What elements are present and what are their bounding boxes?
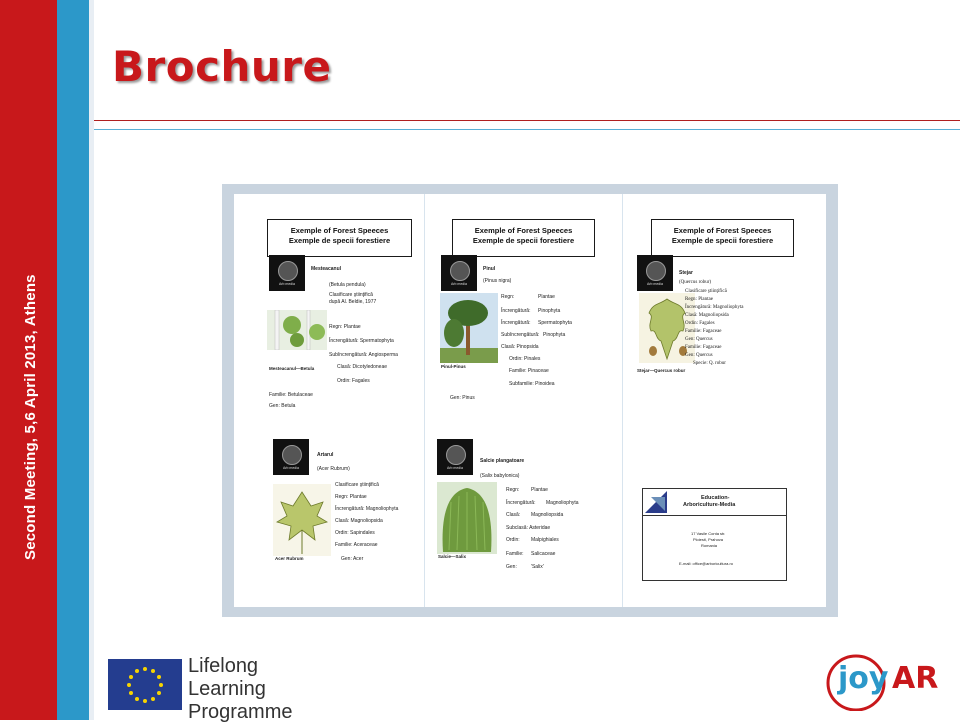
species-line: Gen: bbox=[506, 564, 517, 570]
arb-media-logo: Arb media bbox=[441, 255, 477, 291]
image-caption: Acer Rubrum bbox=[275, 556, 304, 561]
species-line: Malpighiales bbox=[531, 537, 559, 543]
species-name: Salcie plangatoare bbox=[480, 458, 525, 464]
species-line: după Al. Beldie, 1977 bbox=[329, 299, 377, 305]
contact-address: Ploiesti, Prahova bbox=[693, 537, 724, 542]
species-line: Magnoliophyta bbox=[546, 500, 579, 506]
species-line: Subîncrengătură: bbox=[501, 332, 540, 338]
species-line: Gen: Betula bbox=[269, 403, 296, 409]
species-line: Pinophyta bbox=[543, 332, 566, 338]
species-line: Ordin: Sapindales bbox=[335, 530, 375, 536]
brochure-panel-3 bbox=[623, 194, 826, 607]
species-line: Familie: Pinaceae bbox=[509, 368, 549, 374]
species-line: Încrengătură: bbox=[501, 308, 531, 314]
species-line: Magnoliopsida bbox=[531, 512, 564, 518]
species-name: Artarul bbox=[317, 452, 334, 458]
species-line: Familie: Fagaceae bbox=[685, 329, 722, 334]
species-line: Clasă: Magnoliopsida bbox=[685, 313, 729, 318]
species-line: Încrengătură: bbox=[501, 320, 531, 326]
arb-media-logo: Arb media bbox=[269, 255, 305, 291]
species-line: Ordin: Fagales bbox=[337, 378, 370, 384]
contact-email: E-mail: office@arboricultura.ro bbox=[679, 561, 734, 566]
slide-title: Brochure bbox=[112, 42, 332, 91]
eu-flag-icon bbox=[108, 659, 182, 710]
species-line: Încrengătură: Spermatophyta bbox=[329, 338, 394, 344]
species-line: Familie: Fagaceae bbox=[685, 345, 722, 350]
species-line: Regn: Plantae bbox=[329, 324, 361, 330]
species-line: Clasă: Pinopsida bbox=[501, 344, 539, 350]
species-line: Clasificare ştiinţifică bbox=[335, 482, 379, 488]
species-line: Regn: Plantae bbox=[685, 297, 713, 302]
meeting-vertical-text: Second Meeting, 5,6 April 2013, Athens bbox=[22, 274, 39, 560]
species-line: Plantae bbox=[538, 294, 555, 300]
species-line: 'Salix' bbox=[531, 564, 544, 570]
species-line: Regn: bbox=[506, 487, 520, 493]
species-latin: (Quercus robur) bbox=[679, 280, 712, 285]
ar-text: AR bbox=[892, 661, 939, 696]
species-line: Specie: Q. robur bbox=[693, 361, 726, 366]
species-line: Încrengătură: Magnoliophyta bbox=[335, 506, 399, 512]
maple-image bbox=[273, 484, 331, 556]
species-line: Clasă: Magnoliopsida bbox=[335, 518, 383, 524]
joy-text: joy bbox=[838, 661, 889, 696]
panel-header bbox=[267, 219, 412, 257]
header-line-2: Exemple de specii forestiere bbox=[671, 236, 774, 245]
species-latin: (Acer Rubrum) bbox=[317, 466, 350, 472]
image-caption: Pinul-Pinus bbox=[441, 364, 466, 369]
pine-image bbox=[440, 293, 498, 363]
species-name: Stejar bbox=[679, 270, 693, 276]
joyar-logo bbox=[826, 653, 939, 711]
species-line: Gen: Acer bbox=[341, 556, 364, 562]
header-line-2: Exemple de specii forestiere bbox=[472, 236, 575, 245]
contact-title-2: Arboriculture-Media bbox=[683, 502, 736, 508]
eu-stars-icon bbox=[108, 659, 182, 710]
species-line: Gen: Pinus bbox=[450, 395, 475, 401]
species-line: Încrengătură: bbox=[506, 500, 536, 506]
brochure-image bbox=[222, 184, 838, 617]
species-line: Familie: bbox=[506, 551, 524, 557]
arb-media-logo bbox=[645, 491, 667, 513]
image-caption: Salcie—Salix bbox=[438, 554, 467, 559]
species-line: Regn: bbox=[501, 294, 515, 300]
species-line: Clasă: bbox=[506, 512, 521, 518]
species-line: Spermatophyta bbox=[538, 320, 572, 326]
header-line-2: Exemple de specii forestiere bbox=[288, 236, 391, 245]
brochure-paper bbox=[234, 194, 826, 607]
contact-address: Romania bbox=[701, 543, 718, 548]
contact-address: 17 Vasile Conta str. bbox=[691, 531, 726, 536]
image-caption: Stejar—Quercus robur bbox=[637, 368, 686, 373]
species-line: Încrengătură: Magnoliophyta bbox=[685, 305, 744, 310]
image-caption: Mesteacanul—Betula bbox=[269, 366, 315, 371]
species-line: Ordin: bbox=[506, 537, 520, 543]
contact-header bbox=[643, 489, 786, 516]
species-line: Ordin: Fagales bbox=[685, 321, 715, 326]
species-line: Clasificare ştiinţifică bbox=[329, 292, 373, 298]
panel-header bbox=[452, 219, 595, 257]
arb-media-logo: Arb media bbox=[637, 255, 673, 291]
species-line: Ordin: Pinales bbox=[509, 356, 541, 362]
left-blue-bar bbox=[57, 0, 89, 720]
header-line-1: Exemple of Forest Speeces bbox=[290, 226, 389, 235]
header-line-1: Exemple of Forest Speeces bbox=[474, 226, 573, 235]
species-line: Familie: Aceraceae bbox=[335, 542, 378, 548]
llp-text-line-1: Lifelong bbox=[188, 655, 259, 677]
species-line: Clasă: Dicotyledoneae bbox=[337, 364, 388, 370]
species-line: Gen: Quercus bbox=[685, 337, 713, 342]
header-line-1: Exemple of Forest Speeces bbox=[673, 226, 772, 235]
species-line: Clasificare ştiinţifică bbox=[685, 289, 727, 294]
contact-box bbox=[642, 488, 787, 581]
species-line: Regn: Plantae bbox=[335, 494, 367, 500]
left-light-bar bbox=[89, 0, 94, 720]
species-line: Pinophyta bbox=[538, 308, 561, 314]
species-name: Pinul bbox=[483, 266, 496, 272]
species-line: Subîncrengătură: Angiosperma bbox=[329, 352, 398, 358]
species-line: Plantae bbox=[531, 487, 548, 493]
birch-image bbox=[267, 310, 327, 350]
species-name: Mesteacanul bbox=[311, 266, 342, 272]
species-line: Subclasă: Asteridae bbox=[506, 525, 551, 531]
title-rule-red bbox=[94, 120, 960, 121]
llp-text-line-3: Programme bbox=[188, 701, 293, 723]
species-line: Salicaceae bbox=[531, 551, 556, 557]
species-line: Familie: Betulaceae bbox=[269, 392, 313, 398]
species-line: Subfamilie: Pinoidea bbox=[509, 381, 555, 387]
arb-media-logo: Arb media bbox=[437, 439, 473, 475]
brochure-panel-1 bbox=[234, 194, 424, 607]
arb-media-logo: Arb media bbox=[273, 439, 309, 475]
species-latin: (Betula pendula) bbox=[329, 282, 366, 288]
llp-text-line-2: Learning bbox=[188, 678, 266, 700]
panel-header bbox=[651, 219, 794, 257]
species-line: Gen: Quercus bbox=[685, 353, 713, 358]
llp-logo bbox=[108, 655, 308, 723]
willow-image bbox=[437, 482, 497, 554]
contact-title-1: Education- bbox=[701, 495, 730, 501]
species-latin: (Salix babylonica) bbox=[480, 473, 520, 479]
species-latin: (Pinus nigra) bbox=[483, 278, 512, 284]
title-rule-blue bbox=[94, 129, 960, 130]
brochure-panel-2 bbox=[425, 194, 622, 607]
